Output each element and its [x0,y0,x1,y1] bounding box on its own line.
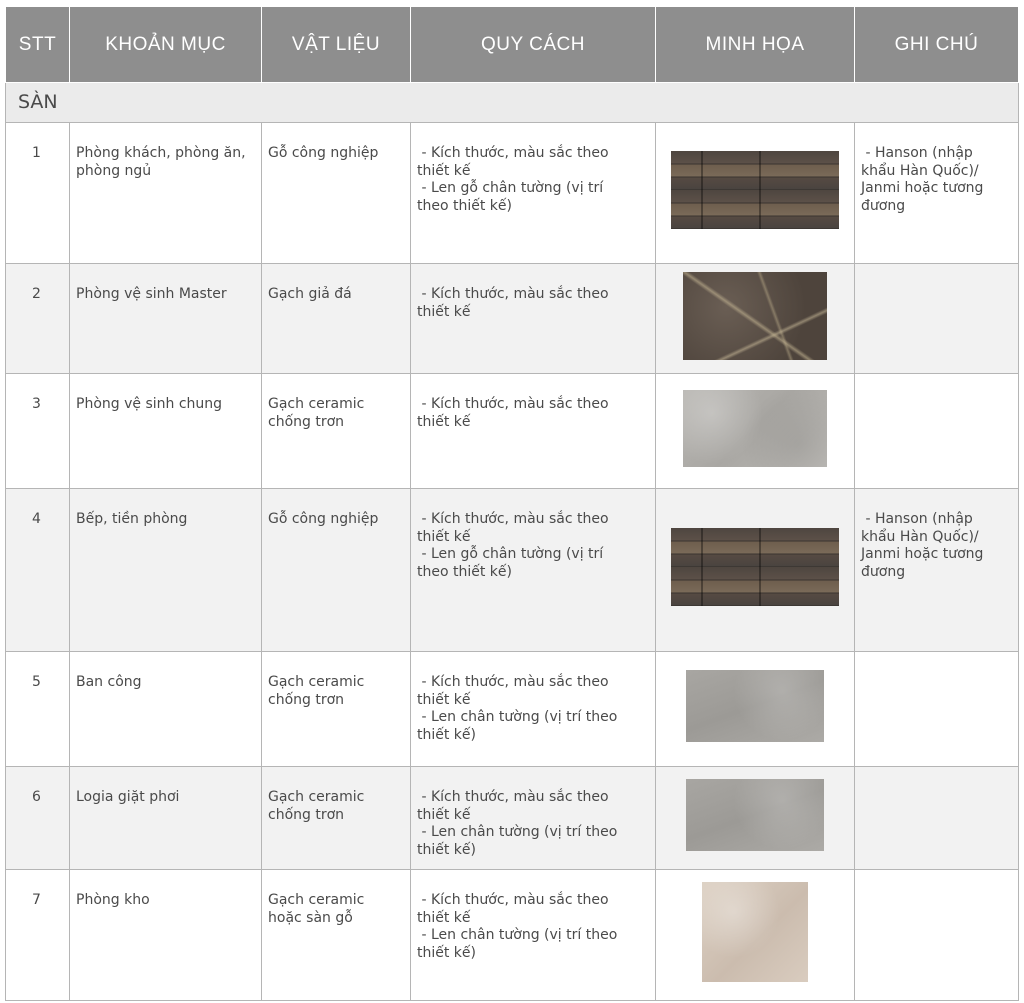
cell-note [855,652,1019,767]
materials-table [5,6,1019,1001]
material-line: Gạch ceramic [268,674,365,690]
note-line: Janmi hoặc tương [861,180,984,196]
header-stt: STT [6,7,70,83]
cell-item [70,123,262,264]
item-line: Phòng khách, phòng ăn, [76,145,246,161]
cell-item [70,870,262,1001]
spec-line: - Len gỗ chân tường (vị trí [417,180,604,196]
cell-material [262,652,411,767]
spec-line: thiết kế [417,413,471,430]
material-line: Gạch ceramic [268,892,365,908]
wood-floor-swatch [671,528,839,606]
cell-stt: 4 [6,489,70,652]
grey-ceramic-swatch [686,670,824,742]
cell-illustration [656,870,855,1001]
spec-line: thiết kế) [417,726,476,743]
material-line: Gạch giả đá [268,286,352,302]
table-row [6,489,1019,652]
spec-line: theo thiết kế) [417,197,512,214]
spec-line: - Kích thước, màu sắc theo [417,396,609,412]
spec-line: - Len chân tường (vị trí theo [417,927,618,943]
item-line: Phòng kho [76,892,150,908]
note-line: khẩu Hàn Quốc)/ [861,162,979,179]
cell-stt: 3 [6,374,70,489]
wood-floor-swatch [671,151,839,229]
cell-illustration [656,489,855,652]
note-line: - Hanson (nhập [861,511,973,527]
material-line: chống trơn [268,691,345,708]
cell-note [855,489,1019,652]
cell-material [262,374,411,489]
header-item: KHOẢN MỤC [70,7,262,83]
header-spec: QUY CÁCH [411,7,656,83]
spec-line: - Kích thước, màu sắc theo [417,286,609,302]
spec-line: - Kích thước, màu sắc theo [417,511,609,527]
item-line: Bếp, tiền phòng [76,511,188,527]
cell-note [855,870,1019,1001]
note-line: - Hanson (nhập [861,145,973,161]
cell-stt: 5 [6,652,70,767]
cell-item [70,767,262,870]
item-line: Phòng vệ sinh chung [76,396,223,412]
spec-line: - Kích thước, màu sắc theo [417,789,609,805]
spec-line: thiết kế [417,162,471,179]
cell-note [855,374,1019,489]
section-title: SÀN [6,83,1019,123]
table-row [6,870,1019,1001]
cell-material [262,264,411,374]
table-row [6,767,1019,870]
cell-stt: 7 [6,870,70,1001]
material-line: Gỗ công nghiệp [268,511,379,527]
section-row [6,83,1019,123]
table-row [6,123,1019,264]
note-line: Janmi hoặc tương [861,546,984,562]
item-line: Logia giặt phơi [76,789,180,805]
cell-note [855,123,1019,264]
header-note: GHI CHÚ [855,7,1019,83]
spec-line: thiết kế [417,691,471,708]
spec-line: - Kích thước, màu sắc theo [417,145,609,161]
note-line: khẩu Hàn Quốc)/ [861,528,979,545]
cell-illustration [656,374,855,489]
cell-stt: 2 [6,264,70,374]
spec-line: - Len chân tường (vị trí theo [417,709,618,725]
cell-item [70,374,262,489]
header-illustration: MINH HỌA [656,7,855,83]
material-line: Gạch ceramic [268,789,365,805]
grey-stone-tile-swatch [683,390,827,467]
cell-material [262,870,411,1001]
material-line: hoặc sàn gỗ [268,909,353,926]
spec-line: thiết kế) [417,944,476,961]
cell-spec [411,264,656,374]
header-material: VẬT LIỆU [262,7,411,83]
item-line: Phòng vệ sinh Master [76,286,227,302]
cell-illustration [656,652,855,767]
note-line: đương [861,197,906,214]
cell-material [262,489,411,652]
material-line: chống trơn [268,413,345,430]
cell-item [70,489,262,652]
cell-spec [411,870,656,1001]
material-line: Gỗ công nghiệp [268,145,379,161]
marble-tile-swatch [683,272,827,360]
item-line: Ban công [76,674,142,690]
cell-material [262,123,411,264]
cell-stt: 1 [6,123,70,264]
cell-illustration [656,264,855,374]
cell-illustration [656,767,855,870]
table-row [6,652,1019,767]
grey-ceramic-swatch [686,779,824,851]
cell-spec [411,489,656,652]
spec-line: thiết kế [417,806,471,823]
cell-material [262,767,411,870]
table-row [6,374,1019,489]
cell-illustration [656,123,855,264]
cell-note [855,767,1019,870]
table-row [6,264,1019,374]
spec-line: - Len chân tường (vị trí theo [417,824,618,840]
header-row [6,7,1019,83]
beige-tile-swatch [702,882,808,982]
cell-stt: 6 [6,767,70,870]
cell-note [855,264,1019,374]
note-line: đương [861,563,906,580]
spec-line: - Kích thước, màu sắc theo [417,674,609,690]
cell-spec [411,652,656,767]
material-line: Gạch ceramic [268,396,365,412]
spec-line: - Kích thước, màu sắc theo [417,892,609,908]
cell-spec [411,767,656,870]
spec-line: theo thiết kế) [417,563,512,580]
spec-line: thiết kế [417,909,471,926]
material-line: chống trơn [268,806,345,823]
item-line: phòng ngủ [76,162,152,179]
cell-spec [411,374,656,489]
spec-line: - Len gỗ chân tường (vị trí [417,546,604,562]
cell-spec [411,123,656,264]
spec-line: thiết kế [417,303,471,320]
spec-line: thiết kế) [417,841,476,858]
cell-item [70,264,262,374]
spec-line: thiết kế [417,528,471,545]
cell-item [70,652,262,767]
